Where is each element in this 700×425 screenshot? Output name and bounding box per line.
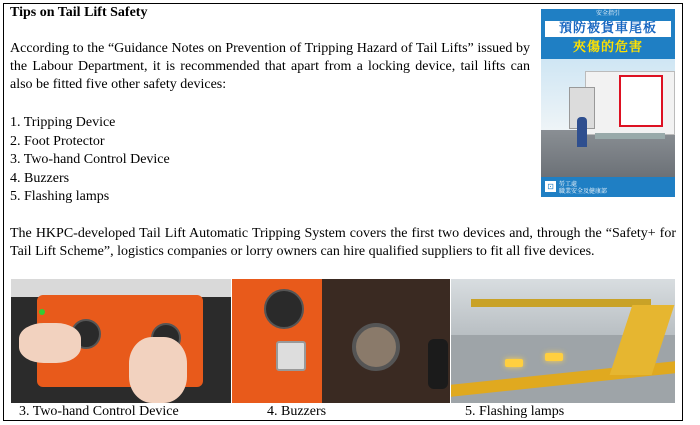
intro-paragraph: According to the “Guidance Notes on Prevention of Tripping Hazard of Tail Lifts” issued by the Labour Department, it is recommended that apart from a locking device, tail lifts can also be fitted five other safety devices: — [10, 41, 530, 92]
indicator-light — [39, 309, 45, 315]
list-item: 2. Foot Protector — [10, 133, 105, 149]
buzzer-speaker — [352, 323, 400, 371]
list-item: 4. Buzzers — [10, 170, 70, 186]
buzzers-photo — [232, 279, 450, 403]
closing-paragraph: The HKPC-developed Tail Lift Automatic Tripping System covers the first two devices and, through the “Safety+ for Tail Lift Scheme”, logistics companies or lorry owners can hire qualified suppliers to fit all five devices. — [10, 226, 676, 259]
flashing-lamp — [505, 359, 523, 367]
list-item: 3. Two-hand Control Device — [10, 152, 170, 167]
worker-figure — [577, 117, 587, 147]
guidance-poster-image — [541, 9, 675, 197]
photo-caption-3: 5. Flashing lamps — [465, 404, 565, 419]
poster-title-line2: 夾傷的危害 — [572, 40, 643, 55]
flashing-lamp — [545, 353, 563, 361]
poster-footer-text: 勞工處 職業安全及健康部 — [559, 181, 608, 195]
left-hand — [19, 323, 81, 363]
rail — [471, 299, 651, 307]
flashing-lamps-photo — [451, 279, 675, 403]
right-hand — [129, 337, 187, 403]
labour-department-logo-icon: ⊡ — [545, 181, 556, 192]
list-item: 1. Tripping Device — [10, 115, 116, 130]
poster-title-line1: 預防被貨車尾板 — [545, 21, 671, 37]
poster-top-band: 安全指引 — [541, 9, 675, 19]
photo-caption-1: 3. Two-hand Control Device — [19, 404, 179, 419]
poster-footer — [541, 177, 675, 197]
cable — [428, 339, 448, 389]
device-list — [10, 114, 170, 207]
two-hand-control-photo — [11, 279, 231, 403]
key-switch — [276, 341, 306, 371]
truck-door — [619, 75, 663, 127]
article-heading: Tips on Tail Lift Safety — [10, 5, 148, 20]
photo-caption-2: 4. Buzzers — [267, 404, 327, 419]
tail-lift-platform — [595, 133, 665, 139]
list-item: 5. Flashing lamps — [10, 189, 110, 204]
buzzer-button — [264, 289, 304, 329]
